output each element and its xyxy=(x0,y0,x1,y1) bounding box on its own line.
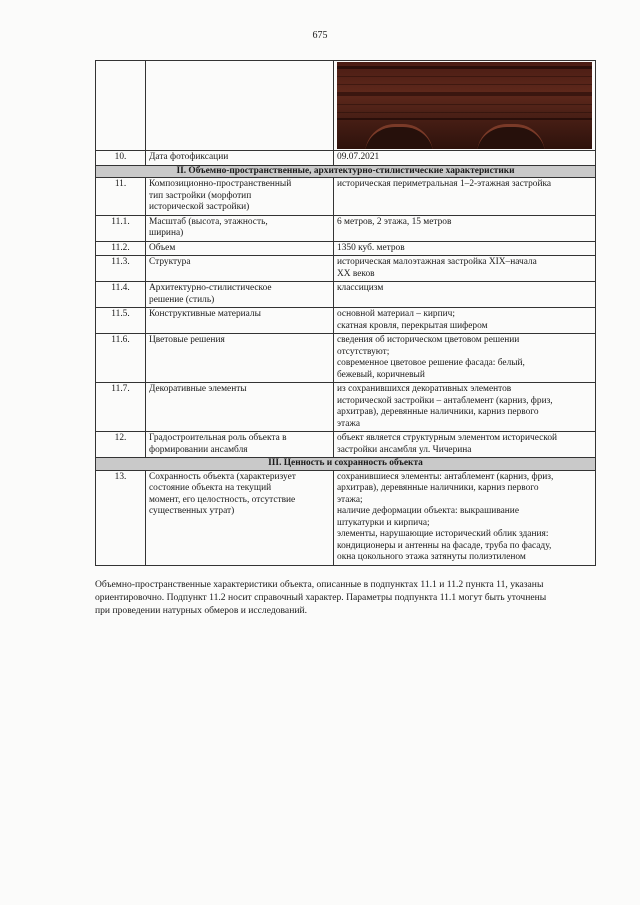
row-value-line: этажа; xyxy=(337,494,363,505)
row-label xyxy=(146,470,334,565)
row-value xyxy=(334,383,596,432)
row-label-line: Масштаб (высота, этажность, xyxy=(149,216,268,227)
row-value-line: сохранившиеся элементы: антаблемент (карниз, фриз, xyxy=(337,471,554,482)
row-label xyxy=(146,308,334,334)
table-row xyxy=(96,432,596,458)
table-row xyxy=(96,282,596,308)
row-label xyxy=(146,241,334,256)
row-value-line: современное цветовое решение фасада: белый, xyxy=(337,358,525,368)
row-label-line: Структура xyxy=(149,257,191,267)
table-row xyxy=(96,334,596,383)
table-row xyxy=(96,470,596,565)
footnote-text xyxy=(95,578,600,617)
row-label-line: Градостроительная роль объекта в xyxy=(149,433,287,443)
row-value xyxy=(334,178,596,216)
row-label-line: Композиционно-пространственный xyxy=(149,179,292,189)
row-value-line: историческая малоэтажная застройка XIX–начала xyxy=(337,257,537,267)
row-value-line: элементы, нарушающие исторический облик здания: xyxy=(337,529,549,539)
row-label xyxy=(146,432,334,458)
row-number: 11.3. xyxy=(96,256,146,282)
row-label-line: Конструктивные материалы xyxy=(149,309,261,319)
row-value-line: архитрав), деревянные наличники, карниз первого xyxy=(337,483,539,493)
row-label-line: Объем xyxy=(149,242,176,253)
row-label-line: формировании ансамбля xyxy=(149,444,248,455)
row-value-line: штукатурки и кирпича; xyxy=(337,517,430,528)
row-value xyxy=(334,470,596,565)
row-value-line: из сохранившихся декоративных элементов xyxy=(337,384,512,394)
row-label xyxy=(146,334,334,383)
row-value-line: 6 метров, 2 этажа, 15 метров xyxy=(337,216,452,227)
footnote-line: Объемно-пространственные характеристики объекта, описанные в подпунктах 11.1 и 11.2 пункта 11, указаны xyxy=(95,579,544,590)
row-label-line: тип застройки (морфотип xyxy=(149,190,252,201)
row-value xyxy=(334,308,596,334)
photo-row xyxy=(96,61,596,151)
row-label xyxy=(146,282,334,308)
row-value-line: сведения об историческом цветовом решении xyxy=(337,335,520,345)
row-value xyxy=(334,256,596,282)
row-value-line: отсутствуют; xyxy=(337,346,390,357)
table-row xyxy=(96,215,596,241)
row-label-line: исторической застройки) xyxy=(149,202,250,212)
row-label-line: Архитектурно-стилистическое xyxy=(149,283,272,293)
row-value-line: этажа xyxy=(337,418,361,429)
table-row xyxy=(96,151,596,166)
row-number: 11.2. xyxy=(96,241,146,256)
object-passport-table xyxy=(95,60,596,566)
row-value-line: 1350 куб. метров xyxy=(337,242,405,253)
row-value-line: XX веков xyxy=(337,268,375,279)
row-label-line: состояние объекта на текущий xyxy=(149,483,272,493)
row-number: 13. xyxy=(96,470,146,565)
table-row xyxy=(96,241,596,256)
row-value xyxy=(334,151,596,166)
row-label-line: момент, его целостность, отсутствие xyxy=(149,494,296,505)
row-label-line: Сохранность объекта (характеризует xyxy=(149,471,296,482)
row-number: 11.5. xyxy=(96,308,146,334)
row-value-line: исторической застройки – антаблемент (карниз, фриз, xyxy=(337,395,553,406)
row-value xyxy=(334,215,596,241)
row-number: 11.7. xyxy=(96,383,146,432)
footnote-line: при проведении натурных обмеров и исследований. xyxy=(95,605,307,616)
row-value-line: основной материал – кирпич; xyxy=(337,309,455,319)
row-number: 11.4. xyxy=(96,282,146,308)
building-facade-photo xyxy=(337,62,592,149)
table-row xyxy=(96,178,596,216)
row-label-line: Декоративные элементы xyxy=(149,384,247,394)
row-value-line: окна цокольного этажа затянуты полиэтиленом xyxy=(337,552,526,562)
table-row xyxy=(96,308,596,334)
row-number: 12. xyxy=(96,432,146,458)
row-value-line: классицизм xyxy=(337,283,384,293)
footnote-line: ориентировочно. Подпункт 11.2 носит справочный характер. Параметры подпункта 11.1 могут быть уточнены xyxy=(95,592,547,603)
row-label-line: ширина) xyxy=(149,228,184,238)
row-value xyxy=(334,432,596,458)
page-number: 675 xyxy=(312,30,328,41)
row-label: Дата фотофиксации xyxy=(146,151,334,166)
row-label xyxy=(146,256,334,282)
row-value-line: застройки ансамбля ул. Чичерина xyxy=(337,444,472,455)
row-value-line: историческая периметральная 1–2-этажная застройка xyxy=(337,179,552,189)
row-value-line: бежевый, коричневый xyxy=(337,369,425,380)
table-row xyxy=(96,383,596,432)
photo-row-label-cell xyxy=(146,61,334,151)
row-label xyxy=(146,215,334,241)
photo-row-num-cell xyxy=(96,61,146,151)
row-label xyxy=(146,383,334,432)
row-label-line: существенных утрат) xyxy=(149,506,235,516)
row-value xyxy=(334,241,596,256)
row-value-line: кондиционеры и антенны на фасаде, труба по фасаду, xyxy=(337,540,552,551)
row-label xyxy=(146,178,334,216)
row-number: 10. xyxy=(96,151,146,166)
table-row xyxy=(96,256,596,282)
section-title: II. Объемно-пространственные, архитектурно-стилистические характеристики xyxy=(96,165,596,178)
row-value xyxy=(334,334,596,383)
row-number: 11.1. xyxy=(96,215,146,241)
row-value-line: объект является структурным элементом исторической xyxy=(337,433,558,443)
row-number: 11.6. xyxy=(96,334,146,383)
section-header-row xyxy=(96,458,596,471)
photo-cell xyxy=(334,61,596,151)
section-header-row xyxy=(96,165,596,178)
row-value-line: скатная кровля, перекрытая шифером xyxy=(337,320,488,331)
row-value-line: наличие деформации объекта: выкрашивание xyxy=(337,506,519,516)
section-title: III. Ценность и сохранность объекта xyxy=(96,458,596,471)
row-value-line: 09.07.2021 xyxy=(337,152,380,162)
row-label-line: решение (стиль) xyxy=(149,294,215,305)
row-number: 11. xyxy=(96,178,146,216)
row-value-line: архитрав), деревянные наличники, карниз первого xyxy=(337,407,539,417)
row-label-line: Цветовые решения xyxy=(149,335,225,345)
row-value xyxy=(334,282,596,308)
